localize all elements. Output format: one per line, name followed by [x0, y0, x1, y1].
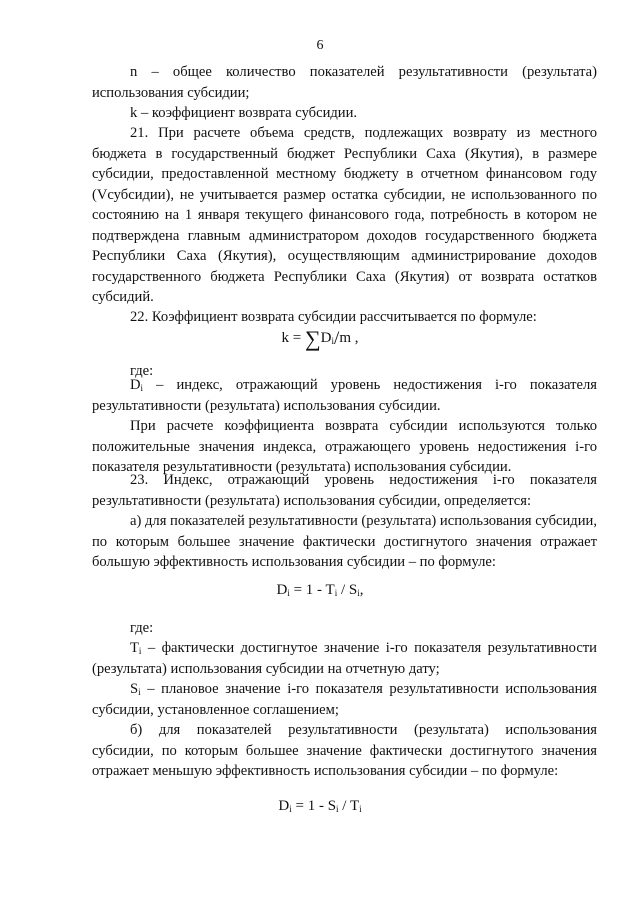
ti-symbol-sub: i — [138, 646, 142, 656]
si-symbol: S — [130, 681, 139, 697]
paragraph-ti-definition — [92, 638, 597, 679]
where-label-2: где: — [130, 620, 154, 636]
formula-di-a — [0, 582, 640, 599]
formula-b-mid: = 1 - S — [291, 798, 337, 814]
paragraph-21: 21. При расчете объема средств, подлежащих возврату из местного бюджета в государственный бюджет Республики Саха (Якутия), в размере субсидии, предоставленной местному бюджету в отчетном финансовом году (Vсубсидии), не учитывается размер остатка субсидии, не использованного по состоянию на 1 января текущего финансового года, потребность в котором не подтверждена главным администратором доходов государственного бюджета Республики Саха (Якутия), осуществляющим администрирование доходов государственного бюджета Республики Саха (Якутия) от возврата остатков субсидий. — [92, 125, 597, 305]
formula-a-d: D — [276, 582, 288, 598]
formula-a-tail: , — [359, 582, 364, 598]
paragraph-23: 23. Индекс, отражающий уровень недостижения i-го показателя результативности (результата) использования субсидии, определяется: — [92, 472, 597, 509]
paragraph-a: а) для показателей результативности (результата) использования субсидии, по которым большее значение фактически достигнутого значения отражает большую эффективность использования субсидии – по формуле: — [92, 513, 597, 570]
formula-k-sub-i: i — [331, 336, 335, 346]
formula-k — [0, 326, 640, 351]
paragraph-n-definition: n – общее количество показателей результативности (результата) использования субсидии; — [92, 64, 597, 101]
si-symbol-sub: i — [138, 687, 141, 697]
paragraph-k-definition: k – коэффициент возврата субсидии. — [130, 105, 358, 121]
sum-symbol: ∑ — [304, 326, 321, 351]
formula-a-sub-i3: i — [357, 588, 360, 598]
paragraph-positive-values: При расчете коэффициента возврата субсидии используются только положительные значения индекса, отражающего уровень недостижения i-го показателя результативности (результата) использования субсидии. — [92, 418, 597, 475]
formula-b-mid2: / T — [338, 798, 360, 814]
ti-symbol: T — [130, 640, 139, 656]
di-text: – индекс, отражающий уровень недостижения i-го показателя результативности (результата) использования субсидии. — [92, 377, 597, 414]
paragraph-si-definition — [92, 679, 597, 720]
formula-k-slash: / — [334, 328, 340, 349]
formula-k-m: m — [339, 330, 351, 346]
formula-a-sub-i: i — [287, 588, 290, 598]
formula-k-d: D — [320, 330, 332, 346]
formula-di-b — [0, 798, 640, 815]
paragraph-22: 22. Коэффициент возврата субсидии рассчитывается по формуле: — [130, 309, 537, 325]
formula-a-mid2: / S — [337, 582, 358, 598]
formula-b-d: D — [278, 798, 290, 814]
formula-a-sub-i2: i — [334, 588, 338, 598]
si-text: – плановое значение i-го показателя результативности использования субсидии, установленное соглашением; — [92, 681, 597, 718]
formula-a-mid: = 1 - T — [289, 582, 335, 598]
formula-k-tail: , — [350, 330, 359, 346]
formula-b-sub-i3: i — [359, 804, 362, 814]
paragraph-di-definition — [92, 375, 597, 416]
page-number: 6 — [316, 38, 324, 53]
di-symbol: D — [130, 377, 141, 393]
formula-b-sub-i: i — [289, 804, 292, 814]
where-label-1: где: — [130, 363, 154, 379]
di-symbol-sub: i — [140, 383, 144, 393]
paragraph-b: б) для показателей результативности (результата) использования субсидии, по которым большее значение фактически достигнутого значения отражает меньшую эффективность использования субсидии – по формуле: — [92, 722, 597, 779]
ti-text: – фактически достигнутое значение i-го показателя результативности (результата) использования субсидии на отчетную дату; — [92, 640, 597, 677]
formula-b-sub-i2: i — [336, 804, 339, 814]
formula-k-lhs: k = — [281, 330, 305, 346]
